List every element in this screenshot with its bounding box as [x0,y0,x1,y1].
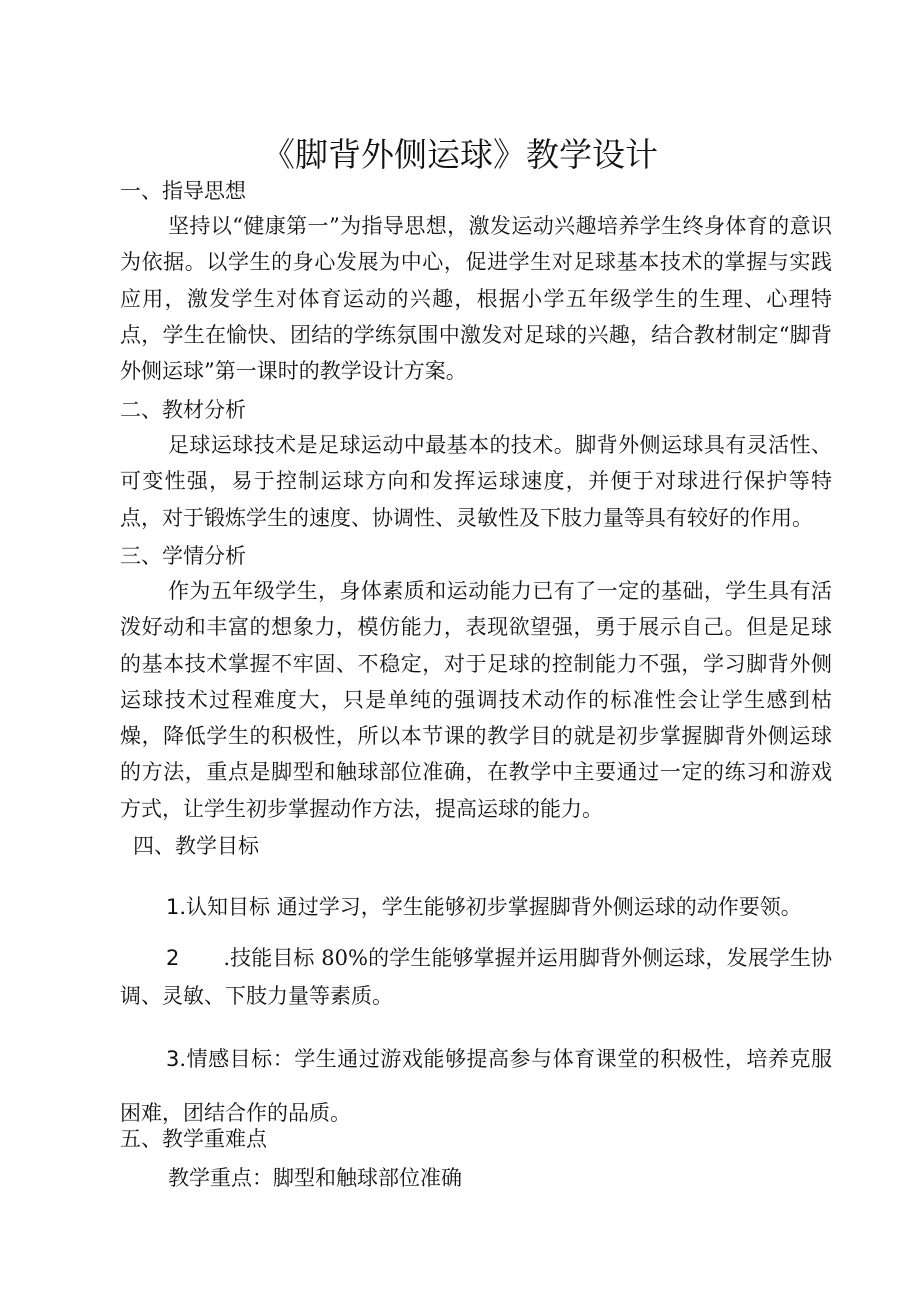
goal-number: 1 [166,895,180,919]
goal-number: 3 [166,1047,180,1071]
paragraph-key-points: 教学重点：脚型和触球部位准确 [168,1166,462,1190]
section-heading-key-points: 五、教学重难点 [120,1127,267,1151]
goal-text: 通过学习，学生能够初步掌握脚背外侧运球的动作要领。 [276,895,802,919]
goal-number: 2 [166,946,180,970]
paragraph-material-analysis: 足球运球技术是足球运动中最基本的技术。脚背外侧运球具有灵活性、可变性强，易于控制运球方向和发挥运球速度，并便于对球进行保护等特点，对于锻炼学生的速度、协调性、灵敏性及下肢力量等具有较好的作用。 [120,433,832,530]
goal-item-cognitive [120,890,832,924]
paragraph-guiding-thought: 坚持以“健康第一”为指导思想，激发运动兴趣培养学生终身体育的意识为依据。以学生的身心发展为中心，促进学生对足球基本技术的掌握与实践应用，激发学生对体育运动的兴趣，根据小学五年级学生的生理、心理特点，学生在愉快、团结的学练氛围中激发对足球的兴趣，结合教材制定“脚背外侧运球”第一课时的教学设计方案。 [120,214,832,384]
section-heading-teaching-goals: 四、教学目标 [133,834,259,858]
section-heading-material-analysis: 二、教材分析 [120,398,246,422]
goal-item-skill [120,939,832,1015]
paragraph-student-analysis: 作为五年级学生，身体素质和运动能力已有了一定的基础，学生具有活泼好动和丰富的想象力，模仿能力，表现欲望强，勇于展示自己。但是足球的基本技术掌握不牢固、不稳定，对于足球的控制能力不强，学习脚背外侧运球技术过程难度大，只是单纯的强调技术动作的标准性会让学生感到枯燥，降低学生的积极性，所以本节课的教学目的就是初步掌握脚背外侧运球的方法，重点是脚型和触球部位准确，在教学中主要通过一定的练习和游戏方式，让学生初步掌握动作方法，提高运球的能力。 [120,579,832,821]
goal-label: .认知目标 [179,895,271,919]
section-heading-student-analysis: 三、学情分析 [120,544,246,568]
goal-text: 学生通过游戏能够提高参与体育课堂的积极性，培养克服困难，团结合作的品质。 [120,1047,832,1125]
goal-text: 80%的学生能够掌握并运用脚背外侧运球，发展学生协调、灵敏、下肢力量等素质。 [120,946,832,1008]
document-title: 《脚背外侧运球》教学设计 [262,135,658,174]
goal-label: .情感目标： [179,1047,295,1071]
goal-label: .技能目标 [223,946,315,970]
section-heading-guiding-thought: 一、指导思想 [120,179,246,203]
